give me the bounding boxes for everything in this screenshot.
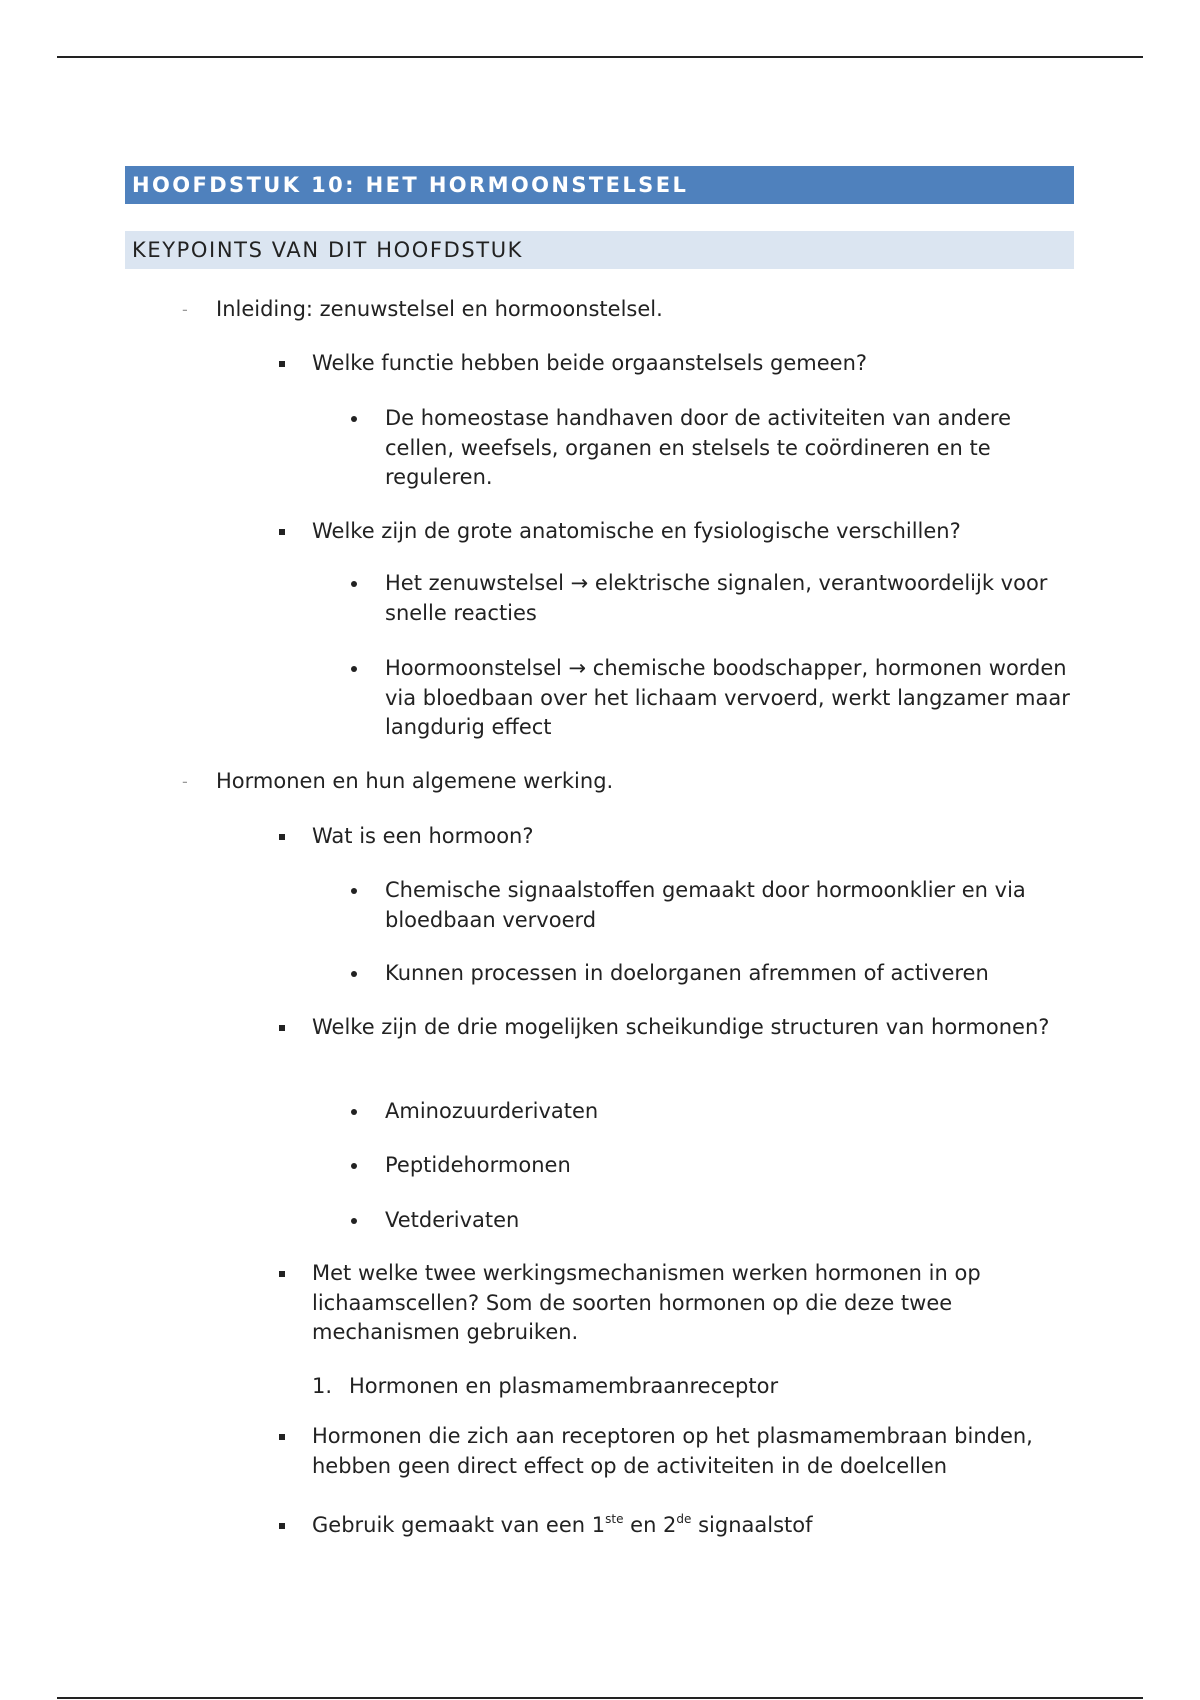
dot-bullet-icon [351,581,357,587]
square-bullet-icon [279,361,285,367]
list-item-question: Welke functie hebben beide orgaanstelsels gemeen? [312,349,1072,379]
dot-bullet-icon [351,1109,357,1115]
dot-bullet-icon [351,1218,357,1224]
chapter-heading: HOOFDSTUK 10: HET HORMOONSTELSEL [125,166,1074,204]
list-item-section: - Inleiding: zenuwstelsel en hormoonstelsel. [216,295,1076,325]
square-bullet-icon [279,1025,285,1031]
numbered-item: 1. Hormonen en plasmamembraanreceptor [312,1374,779,1398]
list-item-answer: Aminozuurderivaten [385,1097,1075,1127]
footer-rule [57,1697,1143,1699]
keypoints-heading: KEYPOINTS VAN DIT HOOFDSTUK [125,231,1074,269]
square-bullet-icon [279,529,285,535]
list-item-answer: Kunnen processen in doelorganen afremmen of activeren [385,959,1075,989]
dot-bullet-icon [351,971,357,977]
dot-bullet-icon [351,888,357,894]
number-label: 1. [312,1374,333,1398]
dot-bullet-icon [351,1163,357,1169]
list-item-answer: Het zenuwstelsel → elektrische signalen, verantwoordelijk voor snelle reacties [385,569,1075,628]
list-item-question: Wat is een hormoon? [312,822,1072,852]
square-bullet-icon [279,1523,285,1529]
list-item-answer: Peptidehormonen [385,1151,1075,1181]
list-item-question: Met welke twee werkingsmechanismen werken hormonen in op lichaamscellen? Som de soorten hormonen op die deze twee mechanismen gebruiken. [312,1259,1072,1348]
square-bullet-icon [279,1271,285,1277]
square-bullet-icon [279,834,285,840]
dot-bullet-icon [351,416,357,422]
dot-bullet-icon [351,666,357,672]
dash-bullet-icon: - [182,772,188,791]
list-item-question: Gebruik gemaakt van een 1ste en 2de signaalstof [312,1511,1072,1541]
dash-bullet-icon: - [182,300,188,319]
list-item-answer: Hoormoonstelsel → chemische boodschapper, hormonen worden via bloedbaan over het lichaam vervoerd, werkt langzamer maar langdurig effect [385,654,1075,743]
list-item-question: Hormonen die zich aan receptoren op het plasmamembraan binden, hebben geen direct effect op de activiteiten in de doelcellen [312,1422,1072,1481]
list-item-answer: Vetderivaten [385,1206,1075,1236]
list-item-answer: De homeostase handhaven door de activiteiten van andere cellen, weefsels, organen en stelsels te coördineren en te reguleren. [385,404,1075,493]
list-item-section: - Hormonen en hun algemene werking. [216,767,1076,797]
header-rule [57,56,1143,58]
list-item-answer: Chemische signaalstoffen gemaakt door hormoonklier en via bloedbaan vervoerd [385,876,1075,935]
list-item-question: Welke zijn de grote anatomische en fysiologische verschillen? [312,517,1072,547]
list-item-question: Welke zijn de drie mogelijken scheikundige structuren van hormonen? [312,1013,1072,1043]
square-bullet-icon [279,1434,285,1440]
